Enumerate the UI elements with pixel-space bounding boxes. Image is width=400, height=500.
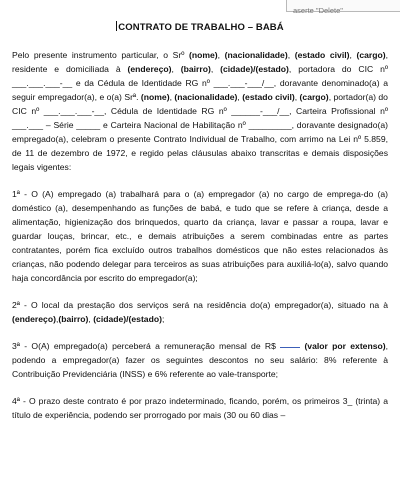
intro-run: (cargo) bbox=[356, 50, 386, 60]
intro-run: (bairro) bbox=[180, 64, 211, 74]
search-box[interactable] bbox=[286, 0, 400, 12]
intro-run: , bbox=[217, 50, 225, 60]
intro-run: (endereço) bbox=[127, 64, 172, 74]
intro-run: , bbox=[171, 64, 181, 74]
clause-1-paragraph bbox=[12, 187, 388, 285]
clause-3-amount-words: (valor por extenso) bbox=[300, 341, 386, 351]
clause-3-paragraph bbox=[12, 339, 388, 381]
intro-run: , bbox=[349, 50, 357, 60]
clause-3-text-rest: , podendo a empregador(a) fazer os seguintes descontos no seu salário: 8% referente à Contribuição Previdenciária (INSS) e 6% referente ao vale-transporte; bbox=[12, 341, 388, 379]
intro-run: , bbox=[237, 92, 243, 102]
document-title bbox=[12, 21, 388, 33]
intro-run: , bbox=[169, 92, 175, 102]
intro-run: , bbox=[210, 64, 221, 74]
clause1-run: 1ª - O (A) empregado (a) trabalhará para o (a) empregador (a) no cargo de emprega-do (a) doméstico (a), desempenhando as funções de babá, e tudo que se refere à criança, desde a alimentação, higienização dos brinquedos, quarto da criança, lavar e passar a roupa, lavar e guardar louças, brincar, etc., e demais atribuições a serem combinadas entre as partes contratantes, porém fica excluído outros trabalhos domésticos que não estes relacionados às crianças, não podendo delegar para terceiros as suas atribuições para auxiliá-lo(a), salvo quando haja concordância por escrito do empregador(a); bbox=[12, 189, 388, 283]
clause4-run: 4ª - O prazo deste contrato é por prazo indeterminado, ficando, porém, os primeiros 3_ (trinta) a título de experiência, podendo ser prorrogado por mais (30 ou 60 dias – bbox=[12, 396, 388, 420]
intro-run: (cargo) bbox=[299, 92, 329, 102]
intro-run: (cidade)/(estado) bbox=[220, 64, 289, 74]
clause2-run: , bbox=[88, 314, 94, 324]
clause-2-paragraph bbox=[12, 298, 388, 326]
intro-run: (nacionalidade) bbox=[224, 50, 288, 60]
clause2-run: (endereço) bbox=[12, 314, 56, 324]
intro-paragraph bbox=[12, 48, 388, 174]
clause2-run: ; bbox=[161, 314, 165, 324]
clause2-run: (cidade)/(estado) bbox=[93, 314, 162, 324]
intro-run: Pelo presente instrumento particular, o Srº bbox=[12, 50, 189, 60]
intro-run: , residente e domiciliada à bbox=[12, 50, 389, 74]
clause2-run: 2ª - O local da prestação dos serviços será na residência do(a) empregador(a), situado na à bbox=[12, 300, 388, 310]
intro-run: (nome) bbox=[189, 50, 218, 60]
intro-run: , portador(a) do CIC nº ___.___.___-__, Cédula de Identidade RG nº ______-___/__, Carteira Profissional nº ___.___ – Série _____ e Carteira Nacional de Habilitação nº _________, doravante designado(a) empregado(a), celebram o presente Contrato Individual de Trabalho, com arrimo na Lei nº 5.859, de 11 de dezembro de 1972, e regido pelas cláusulas abaixo transcritas e demais disposições legais vigentes: bbox=[12, 92, 388, 172]
clause-4-paragraph bbox=[12, 394, 388, 422]
amount-blank bbox=[280, 341, 300, 348]
intro-run: (nome) bbox=[140, 92, 170, 102]
clause-3-text-before: 3ª - O(A) empregado(a) perceberá a remuneração mensal de R$ bbox=[12, 341, 281, 351]
intro-run: , portadora do CIC nº ___.___.___-__ e da Cédula de Identidade RG nº ___.___-___/__, doravante denominado(a) a seguir empregador(a), e o(a) Srª. bbox=[12, 64, 388, 102]
intro-run: (estado civil) bbox=[294, 50, 350, 60]
intro-run: , bbox=[287, 50, 295, 60]
intro-run: , bbox=[294, 92, 300, 102]
document-title-text: CONTRATO DE TRABALHO – BABÁ bbox=[118, 22, 284, 33]
intro-run: (estado civil) bbox=[242, 92, 295, 102]
document-page bbox=[12, 14, 388, 435]
clause2-run: (bairro) bbox=[58, 314, 89, 324]
clause2-run: , bbox=[55, 314, 59, 324]
intro-run: (nacionalidade) bbox=[174, 92, 238, 102]
